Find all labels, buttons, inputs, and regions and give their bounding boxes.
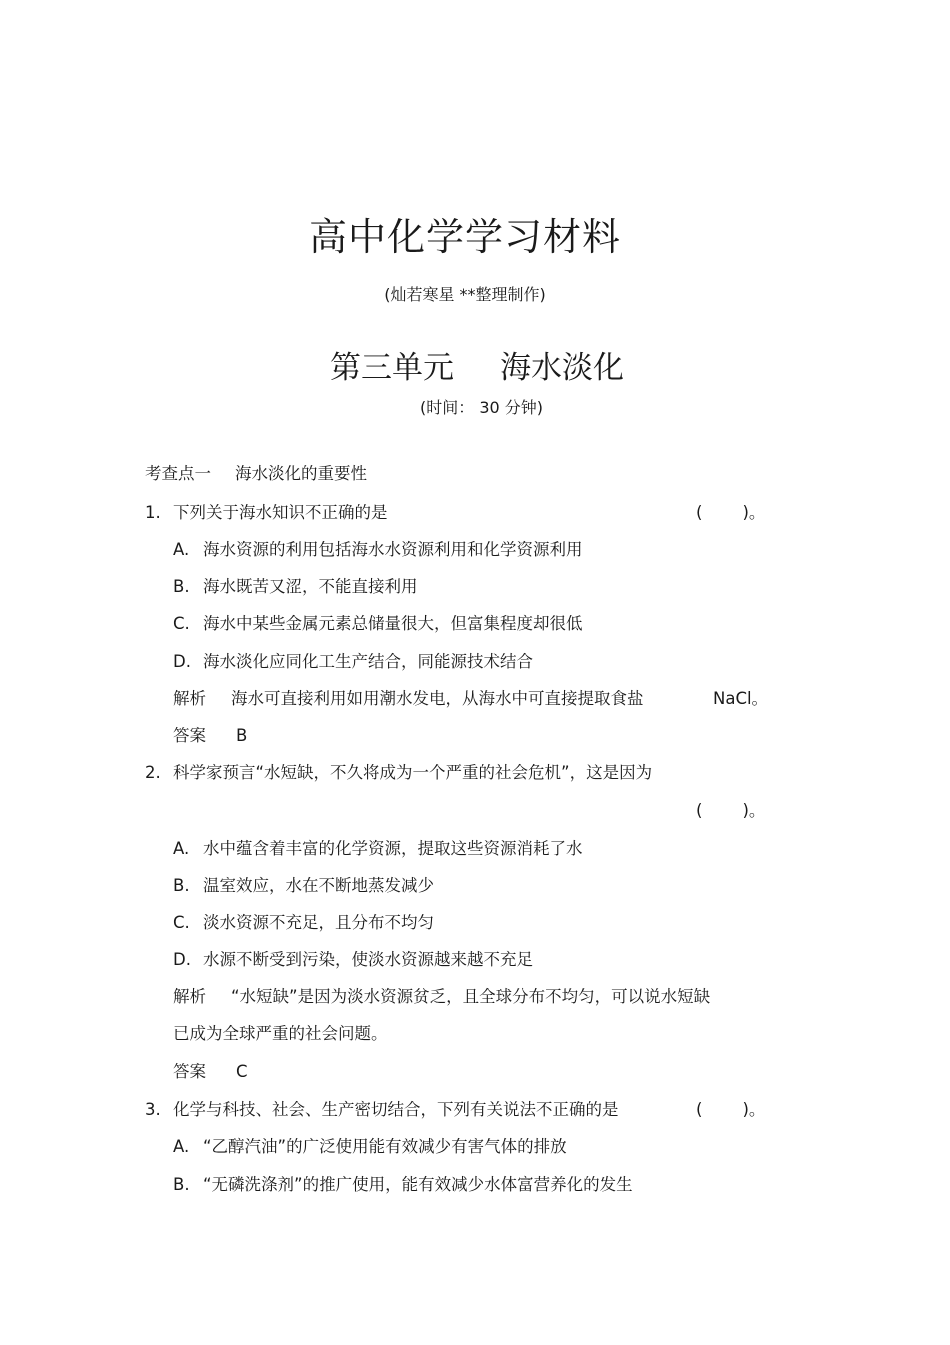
answer-label: 答案 bbox=[173, 726, 206, 745]
bracket-open: ( bbox=[696, 503, 703, 522]
option-text: 海水中某些金属元素总储量很大，但富集程度却很低 bbox=[203, 614, 583, 633]
section-label: 考查点一 bbox=[145, 464, 211, 483]
analysis-label: 解析 bbox=[173, 689, 206, 708]
option-letter: C. bbox=[173, 614, 190, 633]
option-text: 海水既苦又涩，不能直接利用 bbox=[203, 577, 418, 596]
document-title: 高中化学学习材料 bbox=[308, 215, 621, 259]
answer-bracket bbox=[696, 502, 765, 524]
answer-value: B bbox=[236, 726, 248, 745]
section-heading bbox=[145, 463, 367, 485]
option-letter: C. bbox=[173, 913, 190, 932]
unit-heading bbox=[330, 342, 624, 387]
option-text: 水源不断受到污染，使淡水资源越来越不充足 bbox=[203, 950, 533, 969]
analysis-text: 海水可直接利用如用潮水发电，从海水中可直接提取食盐 bbox=[231, 689, 644, 708]
answer-2 bbox=[173, 1061, 248, 1083]
question-number: 1. bbox=[145, 503, 161, 522]
unit-label: 第三单元 bbox=[330, 350, 454, 386]
option-letter: B. bbox=[173, 876, 190, 895]
question-2-stem bbox=[145, 762, 652, 784]
option-d bbox=[173, 949, 533, 971]
option-text: 淡水资源不充足，且分布不均匀 bbox=[203, 913, 434, 932]
option-text: 海水淡化应同化工生产结合，同能源技术结合 bbox=[203, 652, 533, 671]
option-text: 温室效应，水在不断地蒸发减少 bbox=[203, 876, 434, 895]
option-b bbox=[173, 1174, 633, 1196]
option-text: 水中蕴含着丰富的化学资源，提取这些资源消耗了水 bbox=[203, 839, 583, 858]
bracket-close: )。 bbox=[742, 1100, 766, 1119]
analysis-1 bbox=[173, 688, 644, 710]
option-letter: A. bbox=[173, 839, 190, 858]
option-letter: B. bbox=[173, 1175, 190, 1194]
option-letter: D. bbox=[173, 652, 191, 671]
answer-bracket bbox=[696, 1099, 765, 1121]
option-a bbox=[173, 539, 583, 561]
analysis-1-tail: NaCl。 bbox=[713, 689, 769, 708]
bracket-close: )。 bbox=[742, 801, 766, 820]
option-b bbox=[173, 576, 418, 598]
question-number: 3. bbox=[145, 1100, 161, 1119]
analysis-2-continued: 已成为全球严重的社会问题。 bbox=[173, 1024, 388, 1043]
document-subtitle: (灿若寒星 **整理制作) bbox=[384, 285, 546, 304]
question-number: 2. bbox=[145, 763, 161, 782]
question-3-stem bbox=[145, 1099, 619, 1121]
bracket-open: ( bbox=[696, 801, 703, 820]
option-c bbox=[173, 912, 434, 934]
bracket-open: ( bbox=[696, 1100, 703, 1119]
option-c bbox=[173, 613, 583, 635]
unit-topic: 海水淡化 bbox=[500, 350, 624, 386]
option-text: “乙醇汽油”的广泛使用能有效减少有害气体的排放 bbox=[203, 1137, 567, 1156]
analysis-label: 解析 bbox=[173, 987, 206, 1006]
question-text: 科学家预言“水短缺，不久将成为一个严重的社会危机”，这是因为 bbox=[173, 763, 653, 782]
option-a bbox=[173, 838, 583, 860]
option-letter: D. bbox=[173, 950, 191, 969]
analysis-2 bbox=[173, 986, 710, 1008]
answer-1 bbox=[173, 725, 247, 747]
question-1-stem bbox=[145, 502, 388, 524]
option-letter: A. bbox=[173, 540, 190, 559]
option-letter: A. bbox=[173, 1137, 190, 1156]
answer-value: C bbox=[236, 1062, 248, 1081]
question-text: 下列关于海水知识不正确的是 bbox=[173, 503, 388, 522]
option-text: 海水资源的利用包括海水水资源利用和化学资源利用 bbox=[203, 540, 583, 559]
option-text: “无磷洗涤剂”的推广使用，能有效减少水体富营养化的发生 bbox=[203, 1175, 633, 1194]
bracket-close: )。 bbox=[742, 503, 766, 522]
analysis-text: “水短缺”是因为淡水资源贫乏，且全球分布不均匀，可以说水短缺 bbox=[231, 987, 711, 1006]
answer-bracket bbox=[696, 800, 765, 822]
section-topic: 海水淡化的重要性 bbox=[235, 464, 367, 483]
time-note: (时间： 30 分钟) bbox=[420, 398, 544, 417]
option-b bbox=[173, 875, 434, 897]
option-d bbox=[173, 651, 533, 673]
question-text: 化学与科技、社会、生产密切结合，下列有关说法不正确的是 bbox=[173, 1100, 619, 1119]
option-a bbox=[173, 1136, 567, 1158]
answer-label: 答案 bbox=[173, 1062, 206, 1081]
option-letter: B. bbox=[173, 577, 190, 596]
